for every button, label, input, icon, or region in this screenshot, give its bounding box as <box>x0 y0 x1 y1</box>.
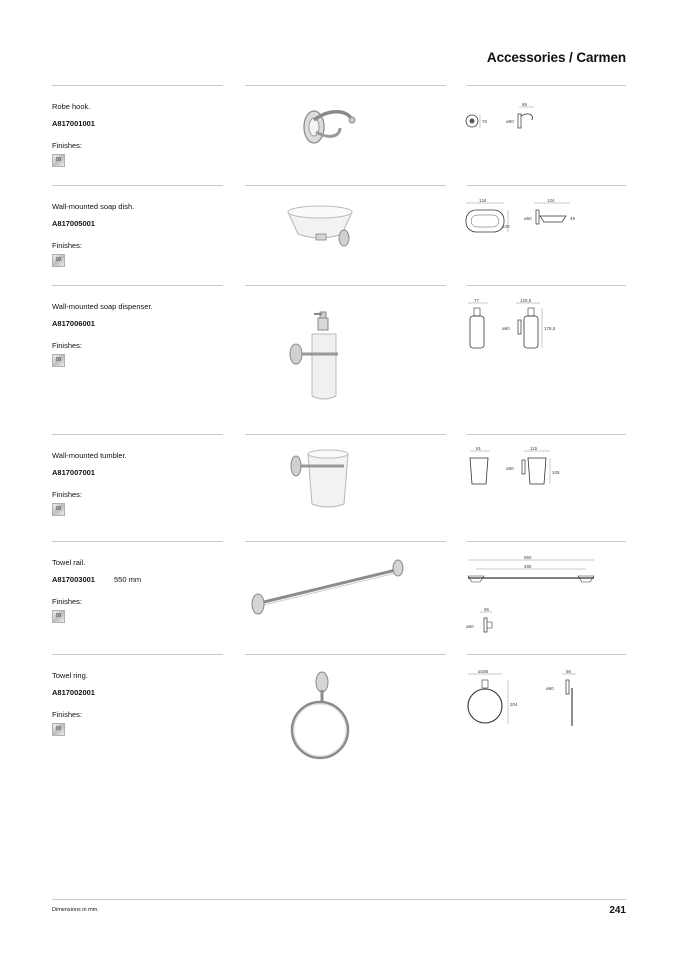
dim-diameter: ø60 <box>466 624 474 629</box>
towel-rail-drawing <box>462 554 622 638</box>
dim-height: 49 <box>570 216 576 221</box>
finishes-label: Finishes: <box>52 710 83 719</box>
dim-ring-diameter: ø185 <box>478 669 489 674</box>
tumbler-drawing <box>462 446 572 488</box>
row-divider <box>467 85 626 86</box>
dim-height: 204 <box>510 702 518 707</box>
dim-depth: 125,5 <box>520 298 532 303</box>
row-divider <box>467 434 626 435</box>
dim-width: 81 <box>476 446 482 451</box>
product-name: Wall-mounted soap dish. <box>52 202 135 211</box>
tumbler-photo <box>288 448 358 516</box>
product-code: A817006001 <box>52 319 95 328</box>
towel-ring-photo <box>280 668 360 768</box>
dim-projection: 66 <box>484 607 490 612</box>
soap-dish-photo <box>280 198 370 253</box>
robe-hook-drawing <box>462 100 552 134</box>
finishes-label: Finishes: <box>52 241 83 250</box>
dim-depth: 115 <box>530 446 538 451</box>
page-title: Accessories / Carmen <box>486 50 626 65</box>
row-divider <box>245 654 446 655</box>
page-number: 241 <box>609 905 626 916</box>
finish-swatch-chrome[interactable]: 00 <box>52 610 65 623</box>
dim-height: 105 <box>552 470 560 475</box>
dim-center-distance: 485 <box>524 564 532 569</box>
dim-depth: 65 <box>522 102 528 107</box>
soap-dish-drawing <box>462 198 582 240</box>
finish-swatch-chrome[interactable]: 00 <box>52 723 65 736</box>
finishes-label: Finishes: <box>52 341 83 350</box>
row-divider <box>467 541 626 542</box>
product-code: A817005001 <box>52 219 95 228</box>
row-divider <box>245 85 446 86</box>
row-divider <box>52 541 223 542</box>
row-divider <box>52 654 223 655</box>
dim-width: 134 <box>479 198 487 203</box>
dim-overall-length: 550 <box>524 555 532 560</box>
product-name: Towel ring. <box>52 671 88 680</box>
dim-diameter: ø60 <box>506 466 514 471</box>
row-divider <box>467 285 626 286</box>
row-divider <box>52 185 223 186</box>
row-divider <box>245 541 446 542</box>
finish-swatch-chrome[interactable]: 00 <box>52 154 65 167</box>
product-size: 550 mm <box>114 575 142 584</box>
row-divider <box>245 285 446 286</box>
product-name: Wall-mounted soap dispenser. <box>52 302 153 311</box>
towel-rail-photo <box>246 552 406 616</box>
row-divider <box>52 434 223 435</box>
product-code: A817002001 <box>52 688 95 697</box>
finish-swatch-chrome[interactable]: 00 <box>52 503 65 516</box>
finishes-label: Finishes: <box>52 597 83 606</box>
soap-dispenser-drawing <box>462 298 572 360</box>
product-code: A817007001 <box>52 468 95 477</box>
dim-height: 70 <box>482 119 488 124</box>
robe-hook-photo <box>290 100 410 150</box>
dim-length: 124 <box>547 198 555 203</box>
row-divider <box>52 85 223 86</box>
product-code: A817003001 <box>52 575 95 584</box>
dim-projection: 66 <box>566 669 572 674</box>
row-divider <box>52 285 223 286</box>
product-name: Towel rail. <box>52 558 86 567</box>
row-divider <box>245 434 446 435</box>
product-name: Robe hook. <box>52 102 91 111</box>
finishes-label: Finishes: <box>52 141 83 150</box>
product-name: Wall-mounted tumbler. <box>52 451 127 460</box>
footer-divider <box>52 899 626 900</box>
dim-diameter: ø60 <box>506 119 514 124</box>
product-code: A817001001 <box>52 119 95 128</box>
soap-dispenser-photo <box>284 308 364 408</box>
dim-diameter: ø60 <box>502 326 510 331</box>
row-divider <box>245 185 446 186</box>
dim-height: 178,5 <box>544 326 556 331</box>
dim-width: 77 <box>474 298 480 303</box>
finishes-label: Finishes: <box>52 490 83 499</box>
dim-diameter: ø60 <box>524 216 532 221</box>
finish-swatch-chrome[interactable]: 00 <box>52 254 65 267</box>
row-divider <box>467 185 626 186</box>
row-divider <box>467 654 626 655</box>
dim-diameter: ø60 <box>546 686 554 691</box>
footnote: Dimensions in mm. <box>52 907 99 913</box>
towel-ring-drawing <box>462 668 592 734</box>
finish-swatch-chrome[interactable]: 00 <box>52 354 65 367</box>
dim-depth: 100 <box>502 224 510 229</box>
